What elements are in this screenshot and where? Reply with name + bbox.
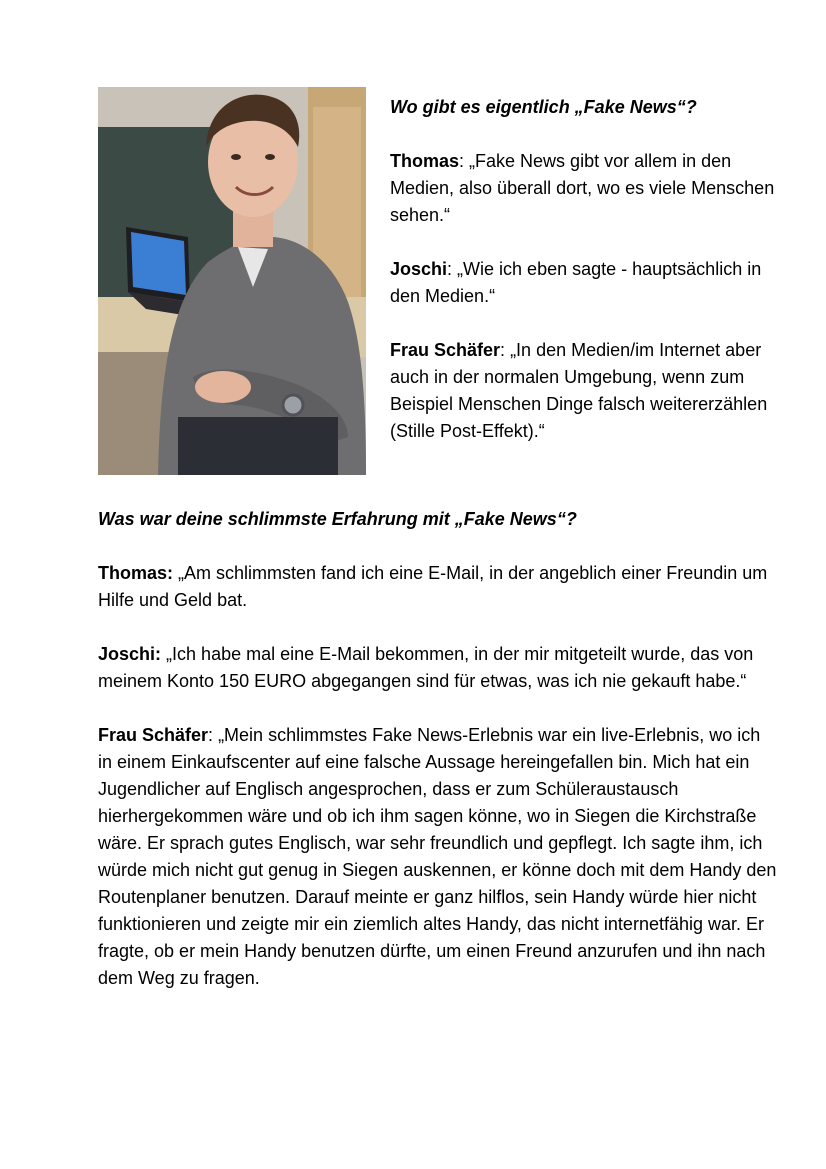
answer-frau-schaefer: Frau Schäfer: „In den Medien/im Internet aber auch in der normalen Umgebung, wenn zum Beispiel Menschen Dinge falsch weitererzählen (Stille Post-Effekt).“ [390,340,768,441]
speaker-name: Thomas [390,151,460,171]
speaker-name: Joschi: [98,644,162,664]
answer-text: „Mein schlimmstes Fake News-Erlebnis war ein live-Erlebnis, wo ich in einem Einkaufscenter auf eine falsche Aussage hereingefallen bin. Mich hat ein Jugendlicher auf Englisch angesprochen, dass er zum Schüleraustausch hierhergekommen wäre und ob ich ihm sagen könne, wo in Siegen die Kirchstraße wäre. Er sprach gutes Englisch, war sehr freundlich und gepflegt. Ich sagte ihm, ich würde mich nicht gut genug in Siegen auskennen, er könne doch mit dem Handy den Routenplaner benutzen. Darauf meinte er ganz hilflos, sein Handy würde hier nicht funktionieren und zeigte mir ein ziemlich altes Handy, das nicht internetfähig war. Er fragte, ob er mein Handy benutzen dürfte, um einen Freund anzurufen und ihn nach dem Weg zu fragen. [98,725,777,988]
portrait-photo [98,87,366,475]
question-two-heading: Was war deine schlimmste Erfahrung mit „Fake News“? [98,509,577,529]
answer-joschi [98,641,778,695]
speaker-name: Joschi [390,259,448,279]
speaker-name: Frau Schäfer [390,340,501,360]
answer-text: „In den Medien/im Internet aber auch in der normalen Umgebung, wenn zum Beispiel Menschen Dinge falsch weitererzählen (Stille Post-Effekt).“ [390,340,768,441]
speaker-name: Frau Schäfer [98,725,209,745]
answer-thomas [98,560,778,614]
answer-joschi: Joschi: „Wie ich eben sagte - hauptsächlich in den Medien.“ [390,259,762,306]
question-one-section [390,94,790,445]
answer-thomas: Thomas: „Fake News gibt vor allem in den Medien, also überall dort, wo es viele Menschen sehen.“ [390,151,775,225]
question-one-heading: Wo gibt es eigentlich „Fake News“? [390,97,697,117]
answer-text: „Fake News gibt vor allem in den Medien, also überall dort, wo es viele Menschen sehen.“ [390,151,775,225]
answer-frau-schaefer: Frau Schäfer: „Mein schlimmstes Fake News-Erlebnis war ein live-Erlebnis, wo ich in einem Einkaufscenter auf eine falsche Aussage hereingefallen bin. Mich hat ein Jugendlicher auf Englisch angesprochen, dass er zum Schüleraustausch hierhergekommen wäre und ob ich ihm sagen könne, wo in Siegen die Kirchstraße wäre. Er sprach gutes Englisch, war sehr freundlich und gepflegt. Ich sagte ihm, ich würde mich nicht gut genug in Siegen auskennen, er könne doch mit dem Handy den Routenplaner benutzen. Darauf meinte er ganz hilflos, sein Handy würde hier nicht funktionieren und zeigte mir ein ziemlich altes Handy, das nicht internetfähig war. Er fragte, ob er mein Handy benutzen dürfte, um einen Freund anzurufen und ihn nach dem Weg zu fragen. [98,725,777,988]
answer-text: „Am schlimmsten fand ich eine E-Mail, in der angeblich einer Freundin um Hilfe und Geld bat. [98,563,768,610]
answer-text: „Wie ich eben sagte - hauptsächlich in den Medien.“ [390,259,762,306]
answer-text: „Ich habe mal eine E-Mail bekommen, in der mir mitgeteilt wurde, das von meinem Konto 150 EURO abgegangen sind für etwas, was ich nie gekauft habe.“ [98,644,754,691]
speaker-name: Thomas: [98,563,174,583]
question-two-section [98,506,778,992]
